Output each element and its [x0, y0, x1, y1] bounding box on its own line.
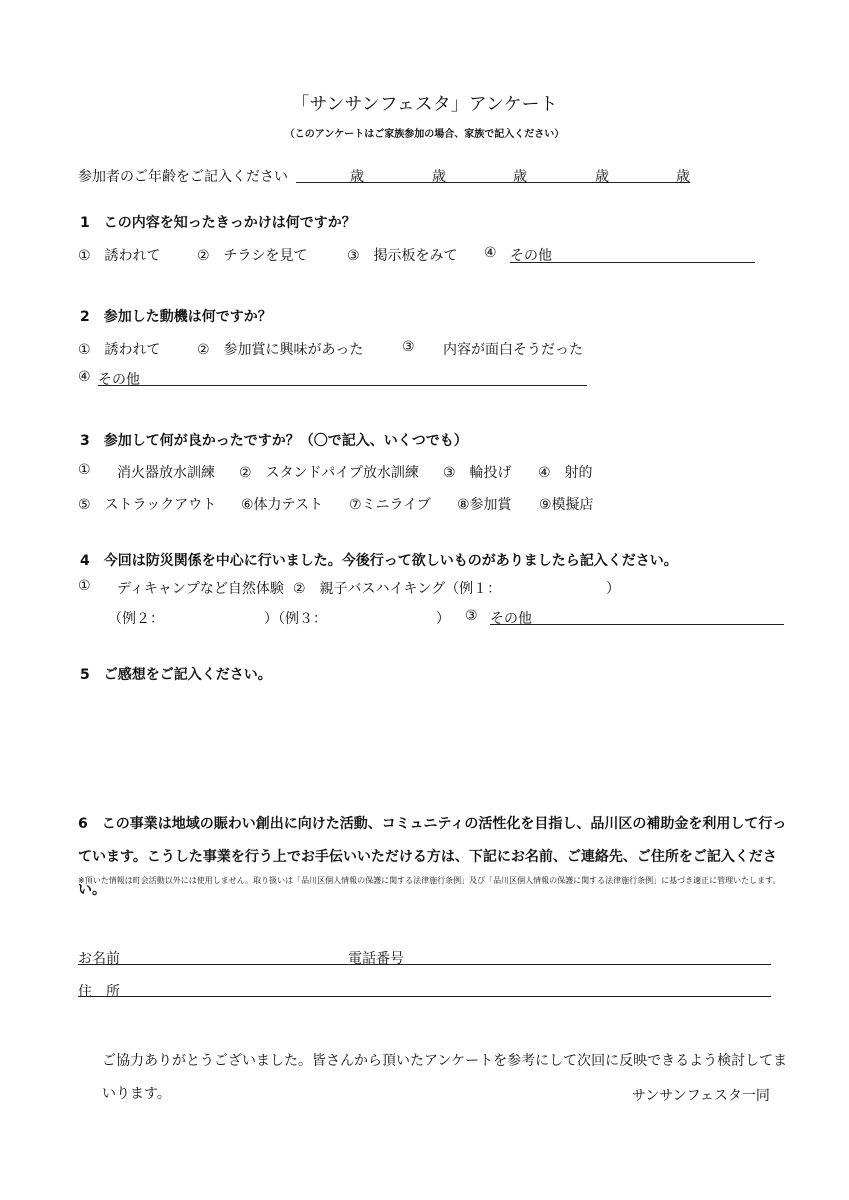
q4-example-3-close: ）	[436, 611, 450, 627]
q1-other-label: その他	[510, 248, 552, 264]
name-phone-field[interactable]	[78, 964, 771, 965]
address-field[interactable]	[78, 996, 771, 997]
thanks-text: ご協力ありがとうございました。皆さんから頂いたアンケートを参考にして次回に反映できるよう検討してまいります。	[102, 1053, 788, 1102]
q2-option-2: ② 参加賞に興味があった	[197, 342, 364, 358]
q3-option-6: ⑥体力テスト	[241, 497, 323, 513]
q4-example-1-close: ）	[606, 581, 620, 597]
q1-option-2: ② チラシを見て	[197, 248, 308, 264]
age-unit-1: 歳	[350, 169, 364, 185]
q2-option-1: ① 誘われて	[78, 342, 161, 358]
q2-option-3: 内容が面白そうだった	[443, 342, 583, 358]
q3-option-3: ③ 輪投げ	[443, 465, 512, 481]
q3-option-1-num: ①	[78, 462, 91, 478]
q2-other-field[interactable]	[98, 385, 587, 386]
page-subtitle: （このアンケートはご家族参加の場合、家族で記入ください）	[284, 129, 565, 140]
q5-question: 5 ご感想をご記入ください。	[80, 667, 272, 683]
q2-option-4-num: ④	[78, 369, 91, 385]
q3-option-2: ② スタンドパイプ放水訓練	[239, 465, 419, 481]
age-unit-5: 歳	[676, 169, 690, 185]
q4-question: 4 今回は防災関係を中心に行いました。今後行って欲しいものがありましたら記入ください。	[80, 553, 678, 569]
q6-text: 6 この事業は地域の賑わい創出に向けた活動、コミュニティの活性化を目指し、品川区の補助金を利用して行っています。こうした事業を行う上でお手伝いいただける方は、下記にお名前、ご連絡先、ご住所をご記入ください。	[78, 816, 787, 898]
q4-example-2: （例２：	[108, 611, 164, 627]
q4-option-2: ② 親子バスハイキング（例１：	[293, 581, 502, 597]
q1-other-field[interactable]	[510, 262, 755, 263]
q3-option-4: ④ 射的	[538, 465, 593, 481]
q3-option-1: 消火器放水訓練	[117, 465, 215, 481]
q2-question: 2 参加した動機は何ですか？	[80, 309, 272, 325]
age-unit-2: 歳	[432, 169, 446, 185]
q4-option-3-num: ③	[465, 608, 478, 624]
page-title: 「サンサンフェスタ」アンケート	[291, 94, 558, 115]
q3-option-8: ⑧参加賞	[457, 497, 512, 513]
q5-answer-area[interactable]	[78, 690, 784, 800]
signature: サンサンフェスタ一同	[632, 1088, 770, 1104]
q4-other-field[interactable]	[490, 624, 784, 625]
q2-other-label: その他	[98, 372, 140, 388]
name-label: お名前	[78, 951, 120, 967]
q1-option-3: ③ 掲示板をみて	[347, 248, 458, 264]
q3-option-7: ⑦ミニライブ	[349, 497, 431, 513]
q1-question: 1 この内容を知ったきっかけは何ですか？	[80, 215, 356, 231]
age-unit-3: 歳	[513, 169, 527, 185]
q4-option-1-num: ①	[78, 578, 91, 594]
q3-option-5: ⑤ ストラックアウト	[78, 497, 217, 513]
privacy-note: ※頂いた情報は町会活動以外には使用しません。取り扱いは「品川区個人情報の保護に関する法律施行条例」及び「品川区個人情報の保護に関する法律施行条例」に基づき適正に管理いたします。	[78, 876, 781, 885]
q4-option-1: ディキャンプなど自然体験	[117, 581, 284, 597]
age-label: 参加者のご年齢をご記入ください	[78, 169, 288, 185]
phone-label: 電話番号	[348, 951, 404, 967]
q3-option-9: ⑨模擬店	[539, 497, 594, 513]
q1-option-4: ④	[484, 245, 497, 261]
q4-example-3: ）（例３：	[264, 611, 327, 627]
address-label: 住 所	[78, 984, 120, 1000]
q4-other-label: その他	[490, 611, 532, 627]
q2-option-3-num: ③	[402, 339, 415, 355]
q1-option-1: ① 誘われて	[78, 248, 161, 264]
age-unit-4: 歳	[595, 169, 609, 185]
q3-question: 3 参加して何が良かったですか？（〇で記入、いくつでも）	[80, 433, 468, 449]
